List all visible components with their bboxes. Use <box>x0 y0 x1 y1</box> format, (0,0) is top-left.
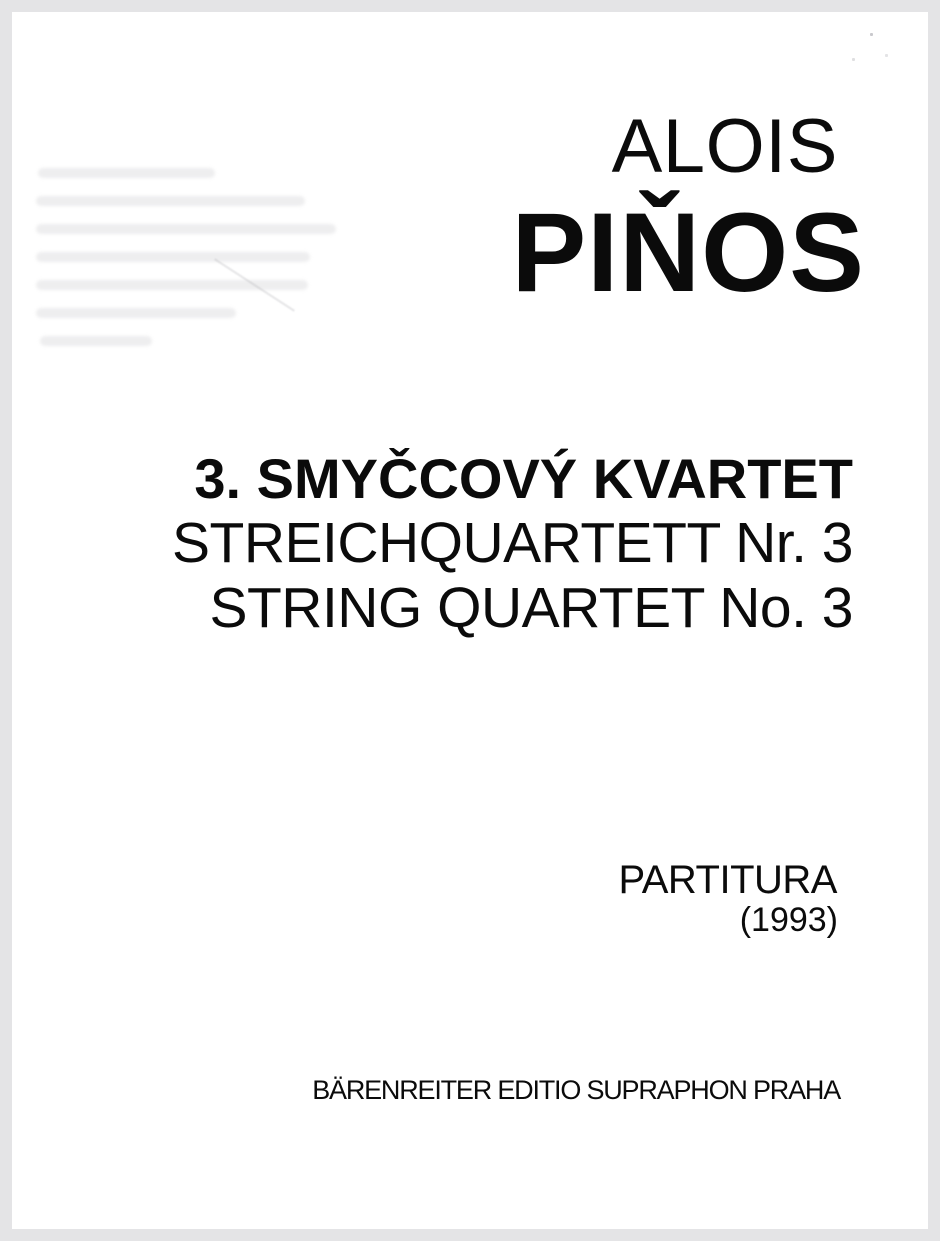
scan-speck <box>885 54 888 57</box>
work-title-block <box>172 446 853 641</box>
edition-year: (1993) <box>739 901 838 939</box>
edition-type-label: PARTITURA <box>618 858 837 902</box>
bleed-through-line <box>36 224 336 234</box>
composer-last-name: PIŇOS <box>511 190 865 315</box>
composer-first-name: ALOIS <box>611 104 838 189</box>
scan-speck <box>870 33 873 36</box>
bleed-through-line <box>36 280 308 290</box>
bleed-through-line <box>36 196 305 206</box>
title-page <box>12 12 928 1229</box>
publisher-imprint: BÄRENREITER EDITIO SUPRAPHON PRAHA <box>312 1075 840 1105</box>
scan-speck <box>852 58 855 61</box>
work-title-english: STRING QUARTET No. 3 <box>209 576 853 640</box>
bleed-through-line <box>40 336 152 346</box>
work-title-german: STREICHQUARTETT Nr. 3 <box>172 511 853 575</box>
bleed-through-line <box>36 308 236 318</box>
bleed-through-line <box>36 252 310 262</box>
work-title-czech: 3. SMYČCOVÝ KVARTET <box>194 447 853 510</box>
bleed-through-line <box>38 168 215 178</box>
